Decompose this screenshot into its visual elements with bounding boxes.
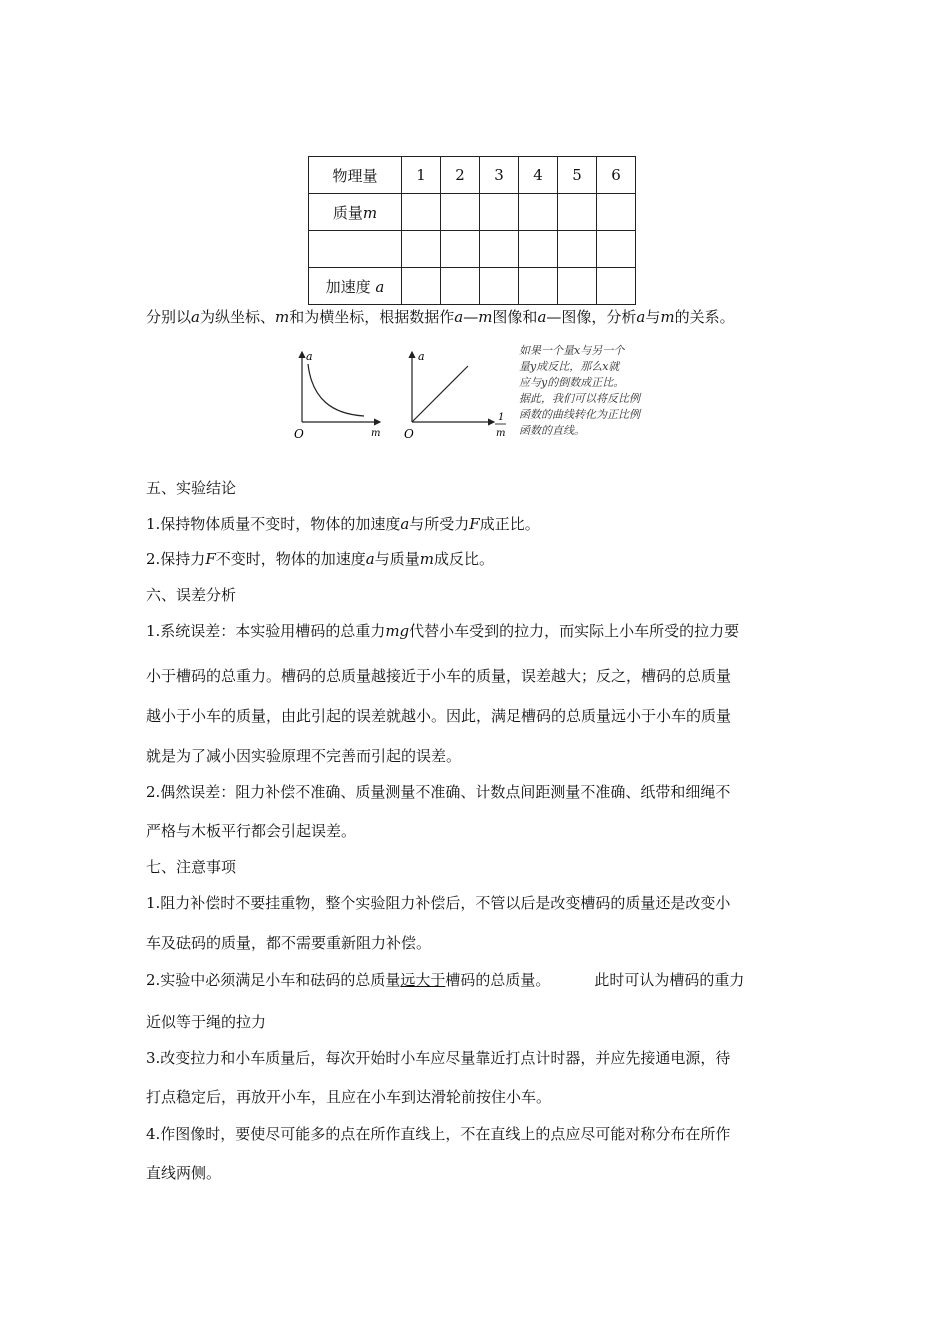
paragraph-line: 越小于小车的质量，由此引起的误差就越小。因此，满足槽码的总质量远小于小车的质量 [146,707,732,725]
table-row [309,157,636,194]
paragraph-line: 严格与木板平行都会引起误差。 [146,822,357,840]
table-cell [597,231,636,268]
table-cell [480,231,519,268]
table-cell [597,194,636,231]
data-table [308,156,636,305]
row-label: 加速度 a [309,268,402,305]
graph-note [519,343,640,439]
table-header-cell: 3 [480,157,519,194]
graph-a-m [292,344,392,444]
table-row [309,194,636,231]
x-label: m [371,428,381,439]
note-line: 应与y的倒数成正比。 [519,376,625,389]
table-header-cell: 2 [441,157,480,194]
row-label [309,231,402,268]
table-header-cell: 1 [402,157,441,194]
paragraph-line: 4.作图像时，要使尽可能多的点在所作直线上，不在直线上的点应尽可能对称分布在所作 [146,1125,731,1143]
note-line: 据此，我们可以将反比例 [519,392,640,405]
table-header-cell: 6 [597,157,636,194]
section-title: 六、误差分析 [146,586,237,604]
section-title: 七、注意事项 [146,858,237,876]
origin-label: O [294,427,304,441]
x-label-numerator: 1 [498,412,505,423]
table-cell [519,194,558,231]
table-cell [402,194,441,231]
graph-a-inv-m [402,344,517,444]
paragraph-line: 就是为了减小因实验原理不完善而引起的误差。 [146,747,462,765]
note-line: 函数的曲线转化为正比例 [519,408,640,421]
table-cell [519,231,558,268]
section-title: 五、实验结论 [146,479,237,497]
paragraph-line: 近似等于绳的拉力 [146,1013,267,1031]
paragraph-line: 2.偶然误差：阻力补偿不准确、质量测量不准确、计数点间距测量不准确、纸带和细绳不 [146,783,731,801]
table-row [309,268,636,305]
paragraph-line: 2.保持力F不变时，物体的加速度a与质量m成反比。 [146,550,494,568]
table-cell [441,231,480,268]
table-header-cell: 4 [519,157,558,194]
paragraph-line: 小于槽码的总重力。槽码的总质量越接近于小车的质量，误差越大；反之，槽码的总质量 [146,667,732,685]
paragraph-line: 1.系统误差：本实验用槽码的总重力mg代替小车受到的拉力，而实际上小车所受的拉力要 [146,622,740,640]
table-cell [402,268,441,305]
row-label: 质量m [309,194,402,231]
table-cell [441,194,480,231]
paragraph-line: 3.改变拉力和小车质量后，每次开始时小车应尽量靠近打点计时器，并应先接通电源，待 [146,1049,731,1067]
y-label: a [418,350,425,363]
x-label-denominator: m [496,428,506,439]
table-cell [558,268,597,305]
table-header-cell: 5 [558,157,597,194]
table-header-cell: 物理量 [309,157,402,194]
intro-text: 分别以a为纵坐标、m和为横坐标，根据数据作a—m图像和a—图像，分析a与m的关系。 [146,308,735,326]
paragraph-line: 打点稳定后，再放开小车，且应在小车到达滑轮前按住小车。 [146,1088,552,1106]
table-cell [597,268,636,305]
table-cell [441,268,480,305]
table-row [309,231,636,268]
proportional-line [412,366,468,422]
table-cell [558,231,597,268]
note-line: 量y成反比，那么x就 [519,360,620,373]
y-label: a [306,350,313,363]
origin-label: O [404,427,414,441]
paragraph-line: 车及砝码的质量，都不需要重新阻力补偿。 [146,934,432,952]
table-cell [402,231,441,268]
paragraph-line: 直线两侧。 [146,1164,222,1182]
table-cell [558,194,597,231]
inverse-curve [308,364,364,416]
paragraph-line: 2.实验中必须满足小车和砝码的总质量远大于槽码的总质量。 此时可认为槽码的重力 [146,971,745,989]
paragraph-line: 1.阻力补偿时不要挂重物，整个实验阻力补偿后，不管以后是改变槽码的质量还是改变小 [146,894,731,912]
table-cell [480,194,519,231]
table-cell [519,268,558,305]
note-line: 如果一个量x与另一个 [519,344,625,357]
note-line: 函数的直线。 [519,424,585,437]
paragraph-line: 1.保持物体质量不变时，物体的加速度a与所受力F成正比。 [146,515,540,533]
table-cell [480,268,519,305]
